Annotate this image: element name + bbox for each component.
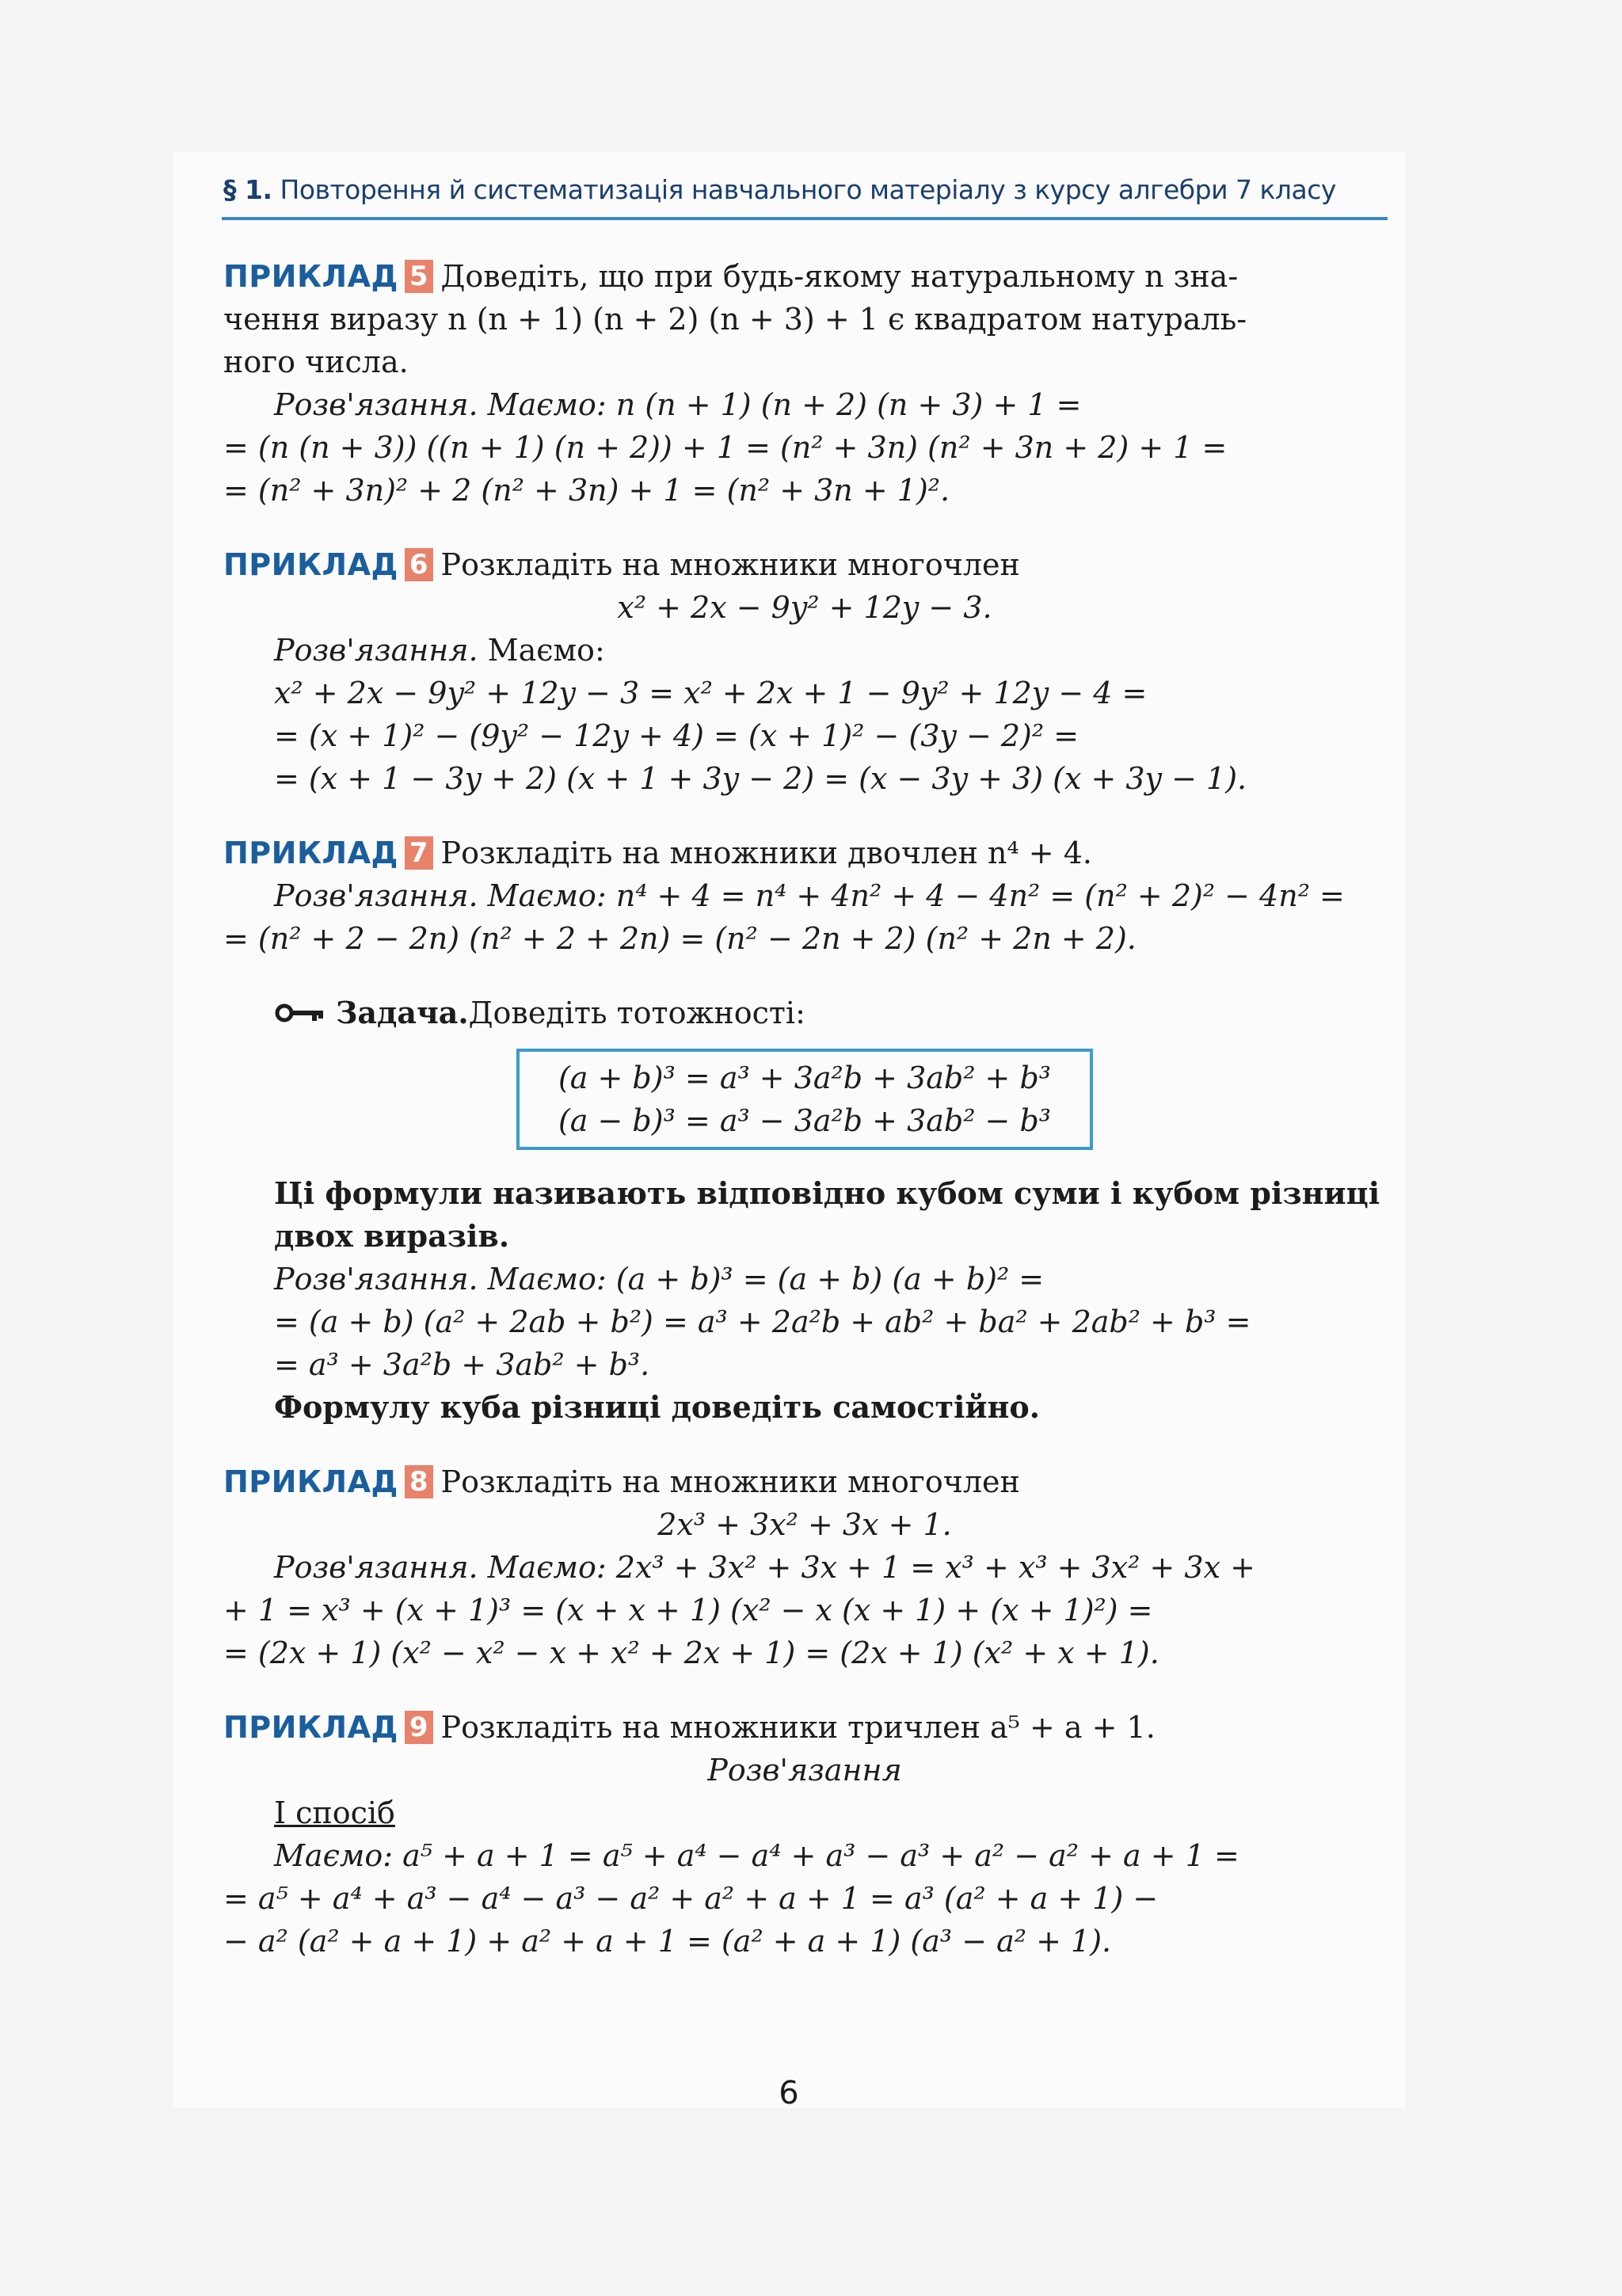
example-5: [223, 255, 1386, 512]
example-6: [223, 543, 1386, 800]
task-text: Доведіть тотожності:: [468, 996, 805, 1030]
example-text-line: Розкладіть на множники многочлен: [440, 1464, 1020, 1499]
formula-note: Ці формули називають відповідно кубом суми і кубом різниці двох виразів.: [274, 1175, 1380, 1254]
method-label: І спосіб: [274, 1795, 395, 1830]
example-number-badge: 8: [405, 1465, 433, 1498]
identity-line: (a + b)³ = a³ + 3a²b + 3ab² + b³: [558, 1060, 1052, 1095]
example-text-line: ного числа.: [223, 345, 409, 379]
example-text-line: чення виразу n (n + 1) (n + 2) (n + 3) + 1 є квадратом натураль-: [223, 302, 1247, 337]
solution-line: x² + 2x − 9y² + 12y − 3 = x² + 2x + 1 − 9y² + 12y − 4 =: [274, 676, 1148, 710]
solution-line: = (x + 1)² − (9y² − 12y + 4) = (x + 1)² − (3y − 2)² =: [274, 718, 1079, 753]
solution-label: Розв'язання.: [274, 1262, 478, 1296]
example-label: ПРИКЛАД: [223, 547, 398, 582]
example-9: [223, 1706, 1386, 1963]
example-text-line: Доведіть, що при будь-якому натуральному n зна-: [440, 259, 1239, 294]
solution-line: Маємо: a⁵ + a + 1 = a⁵ + a⁴ − a⁴ + a³ − a³ + a² − a² + a + 1 =: [274, 1838, 1239, 1873]
solution-line: = (2x + 1) (x² − x² − x + x² + 2x + 1) = (2x + 1) (x² + x + 1).: [223, 1635, 1159, 1670]
example-number-badge: 7: [405, 836, 433, 870]
example-label: ПРИКЛАД: [223, 1710, 398, 1745]
example-text-line: Розкладіть на множники двочлен n⁴ + 4.: [440, 836, 1092, 870]
example-number-badge: 6: [405, 548, 433, 581]
page-number: 6: [779, 2075, 799, 2111]
solution-label: Розв'язання.: [274, 633, 478, 668]
solution-label: Розв'язання.: [274, 387, 478, 422]
example-text-line: Розкладіть на множники тричлен a⁵ + a + 1.: [440, 1710, 1156, 1745]
page-header: [223, 174, 1386, 205]
solution-line: = (n (n + 3)) ((n + 1) (n + 2)) + 1 = (n² + 3n) (n² + 3n + 2) + 1 =: [223, 430, 1228, 465]
task-block: [223, 992, 1386, 1429]
textbook-page: [173, 152, 1405, 2111]
solution-line: Маємо: n⁴ + 4 = n⁴ + 4n² + 4 − 4n² = (n² + 2)² − 4n² =: [478, 878, 1345, 913]
solution-line: Маємо: 2x³ + 3x² + 3x + 1 = x³ + x³ + 3x² + 3x +: [478, 1550, 1255, 1585]
example-number-badge: 5: [405, 260, 433, 293]
section-number: § 1.: [223, 174, 272, 205]
key-icon: [274, 1001, 325, 1025]
identity-line: (a − b)³ = a³ − 3a²b + 3ab² − b³: [558, 1103, 1052, 1138]
example-7: [223, 832, 1386, 960]
solution-line: Маємо:: [478, 633, 605, 668]
example-label: ПРИКЛАД: [223, 259, 398, 294]
task-label: Задача.: [336, 995, 469, 1030]
example-text-line: Розкладіть на множники многочлен: [440, 547, 1020, 582]
solution-heading: Розв'язання: [707, 1753, 902, 1788]
solution-line: = (n² + 3n)² + 2 (n² + 3n) + 1 = (n² + 3n + 1)².: [223, 473, 950, 508]
section-title: Повторення й систематизація навчального матеріалу з курсу алгебри 7 класу: [280, 174, 1336, 205]
solution-line: Маємо: n (n + 1) (n + 2) (n + 3) + 1 =: [478, 387, 1082, 422]
example-number-badge: 9: [405, 1711, 433, 1744]
solution-line: = (x + 1 − 3y + 2) (x + 1 + 3y − 2) = (x − 3y + 3) (x + 3y − 1).: [274, 761, 1247, 796]
example-label: ПРИКЛАД: [223, 1464, 398, 1499]
example-expression: 2x³ + 3x² + 3x + 1.: [657, 1507, 952, 1542]
page-content: [223, 255, 1386, 1963]
solution-line: = (a + b) (a² + 2ab + b²) = a³ + 2a²b + ab² + ba² + 2ab² + b³ =: [274, 1304, 1251, 1339]
solution-label: Розв'язання.: [274, 878, 478, 913]
solution-label: Розв'язання.: [274, 1550, 478, 1585]
closing-line: Формулу куба різниці доведіть самостійно.: [274, 1389, 1040, 1425]
identities-box: [516, 1049, 1093, 1150]
solution-line: + 1 = x³ + (x + 1)³ = (x + x + 1) (x² − x (x + 1) + (x + 1)²) =: [223, 1593, 1153, 1628]
example-expression: x² + 2x − 9y² + 12y − 3.: [617, 590, 992, 625]
example-8: [223, 1460, 1386, 1674]
example-label: ПРИКЛАД: [223, 836, 398, 870]
solution-line: = a⁵ + a⁴ + a³ − a⁴ − a³ − a² + a² + a + 1 = a³ (a² + a + 1) −: [223, 1881, 1159, 1916]
solution-line: Маємо: (a + b)³ = (a + b) (a + b)² =: [478, 1262, 1045, 1296]
solution-line: − a² (a² + a + 1) + a² + a + 1 = (a² + a + 1) (a³ − a² + 1).: [223, 1924, 1112, 1959]
header-divider: [222, 217, 1388, 220]
solution-line: = a³ + 3a²b + 3ab² + b³.: [274, 1347, 650, 1382]
solution-line: = (n² + 2 − 2n) (n² + 2 + 2n) = (n² − 2n + 2) (n² + 2n + 2).: [223, 921, 1137, 956]
